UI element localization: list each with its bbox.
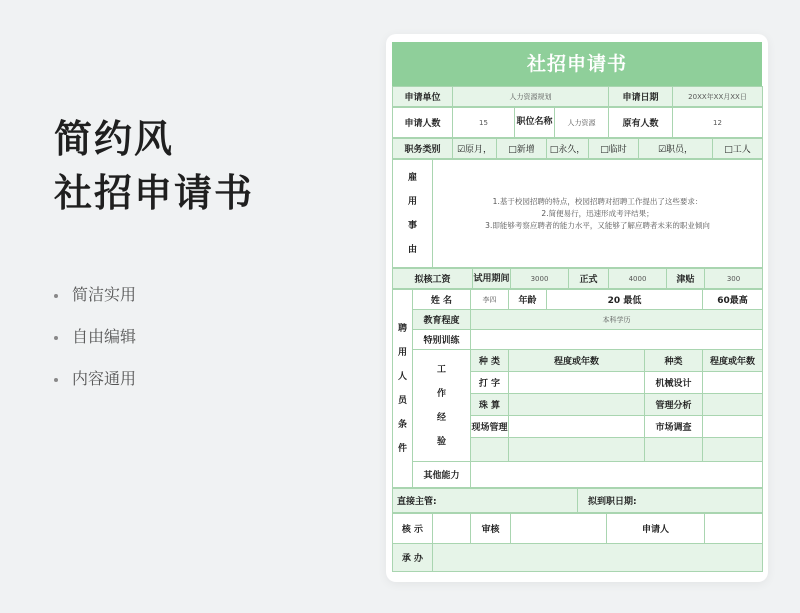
headline-line-1: 简约风 [54,117,175,161]
bullet-icon [54,378,58,382]
current-value: 12 [673,108,763,138]
edu-label: 教育程度 [413,310,471,330]
trial-label: 试用期间 [473,269,511,289]
arrival-date-label: 拟到职日期: [578,489,763,513]
count-value: 15 [453,108,515,138]
job-type-table [392,138,763,159]
reason-table [392,159,763,268]
skill-left: 珠 算 [471,394,509,416]
degree-header: 程度或年数 [509,350,645,372]
bullet-icon [54,294,58,298]
applicant-value [705,514,763,544]
job-type-option: □临时 [589,139,639,159]
reason-label: 雇 用 事 由 [393,160,433,268]
name-value: 李四 [471,290,509,310]
conditions-label: 聘 用 人 员 条 件 [393,290,413,488]
name-label: 姓 名 [413,290,471,310]
approval-table [392,513,763,572]
current-label: 原有人数 [609,108,673,138]
position-label: 职位名称 [515,108,555,138]
skill-right [645,438,703,462]
age-min: 20 最低 [547,290,703,310]
dept-label: 申请单位 [393,87,453,107]
age-label: 年龄 [509,290,547,310]
skill-left-degree [509,438,645,462]
job-type-option: □永久， [547,139,589,159]
supervisor-table [392,488,763,513]
submit-label: 承 办 [393,544,433,572]
headline-line-2: 社招申请书 [54,171,255,215]
skill-right-degree [703,372,763,394]
skill-right: 管理分析 [645,394,703,416]
skill-left [471,438,509,462]
form-title: 社招申请书 [392,42,762,86]
age-max: 60最高 [703,290,763,310]
skill-right-degree [703,394,763,416]
formal-value: 4000 [609,269,667,289]
review-label: 审核 [471,514,511,544]
type-header: 种 类 [471,350,509,372]
approve-label: 核 示 [393,514,433,544]
submit-value [433,544,763,572]
skill-right: 机械设计 [645,372,703,394]
form-preview-card [386,34,768,582]
edu-value: 本科学历 [471,310,763,330]
date-label: 申请日期 [609,87,673,107]
degree-header-2: 程度或年数 [703,350,763,372]
skill-left-degree [509,416,645,438]
count-label: 申请人数 [393,108,453,138]
formal-label: 正式 [569,269,609,289]
allowance-value: 300 [705,269,763,289]
job-type-option: ☑原月， [453,139,497,159]
skill-right-degree [703,416,763,438]
job-type-option: ☑职员， [639,139,713,159]
feature-item: 自由编辑 [54,326,136,347]
salary-table [392,268,763,289]
allowance-label: 津贴 [667,269,705,289]
count-table [392,107,763,138]
skill-left: 现场管理 [471,416,509,438]
supervisor-label: 直接主管: [393,489,578,513]
skill-right: 市场调查 [645,416,703,438]
approve-value [433,514,471,544]
other-ability-value [471,462,763,488]
trial-value: 3000 [511,269,569,289]
training-label: 特别训练 [413,330,471,350]
job-type-option: □新增 [497,139,547,159]
form-sheet [392,42,762,572]
applicant-label: 申请人 [607,514,705,544]
form-header-table [392,86,763,107]
job-type-label: 职务类别 [393,139,453,159]
type-header-2: 种类 [645,350,703,372]
training-value [471,330,763,350]
position-value: 人力资源 [555,108,609,138]
bullet-icon [54,336,58,340]
skill-left-degree [509,394,645,416]
feature-list [54,284,136,410]
dept-value: 人力资源规划 [453,87,609,107]
reason-content: 1.基于校园招聘的特点，校园招聘对招聘工作提出了这些要求： 2.简便易行，迅速形成考评结果； 3.即能够考察应聘者的能力水平，又能够了解应聘者未来的职业倾向 [433,160,763,268]
skill-left: 打 字 [471,372,509,394]
work-exp-label: 工 作 经 验 [413,350,471,462]
salary-label: 拟核工资 [393,269,473,289]
promo-block [54,112,254,220]
feature-item: 内容通用 [54,368,136,389]
review-value [511,514,607,544]
skill-left-degree [509,372,645,394]
feature-item: 简洁实用 [54,284,136,305]
other-ability-label: 其他能力 [413,462,471,488]
skill-right-degree [703,438,763,462]
job-type-option: □工人 [713,139,763,159]
date-value: 20XX年XX月XX日 [673,87,763,107]
conditions-table [392,289,763,488]
